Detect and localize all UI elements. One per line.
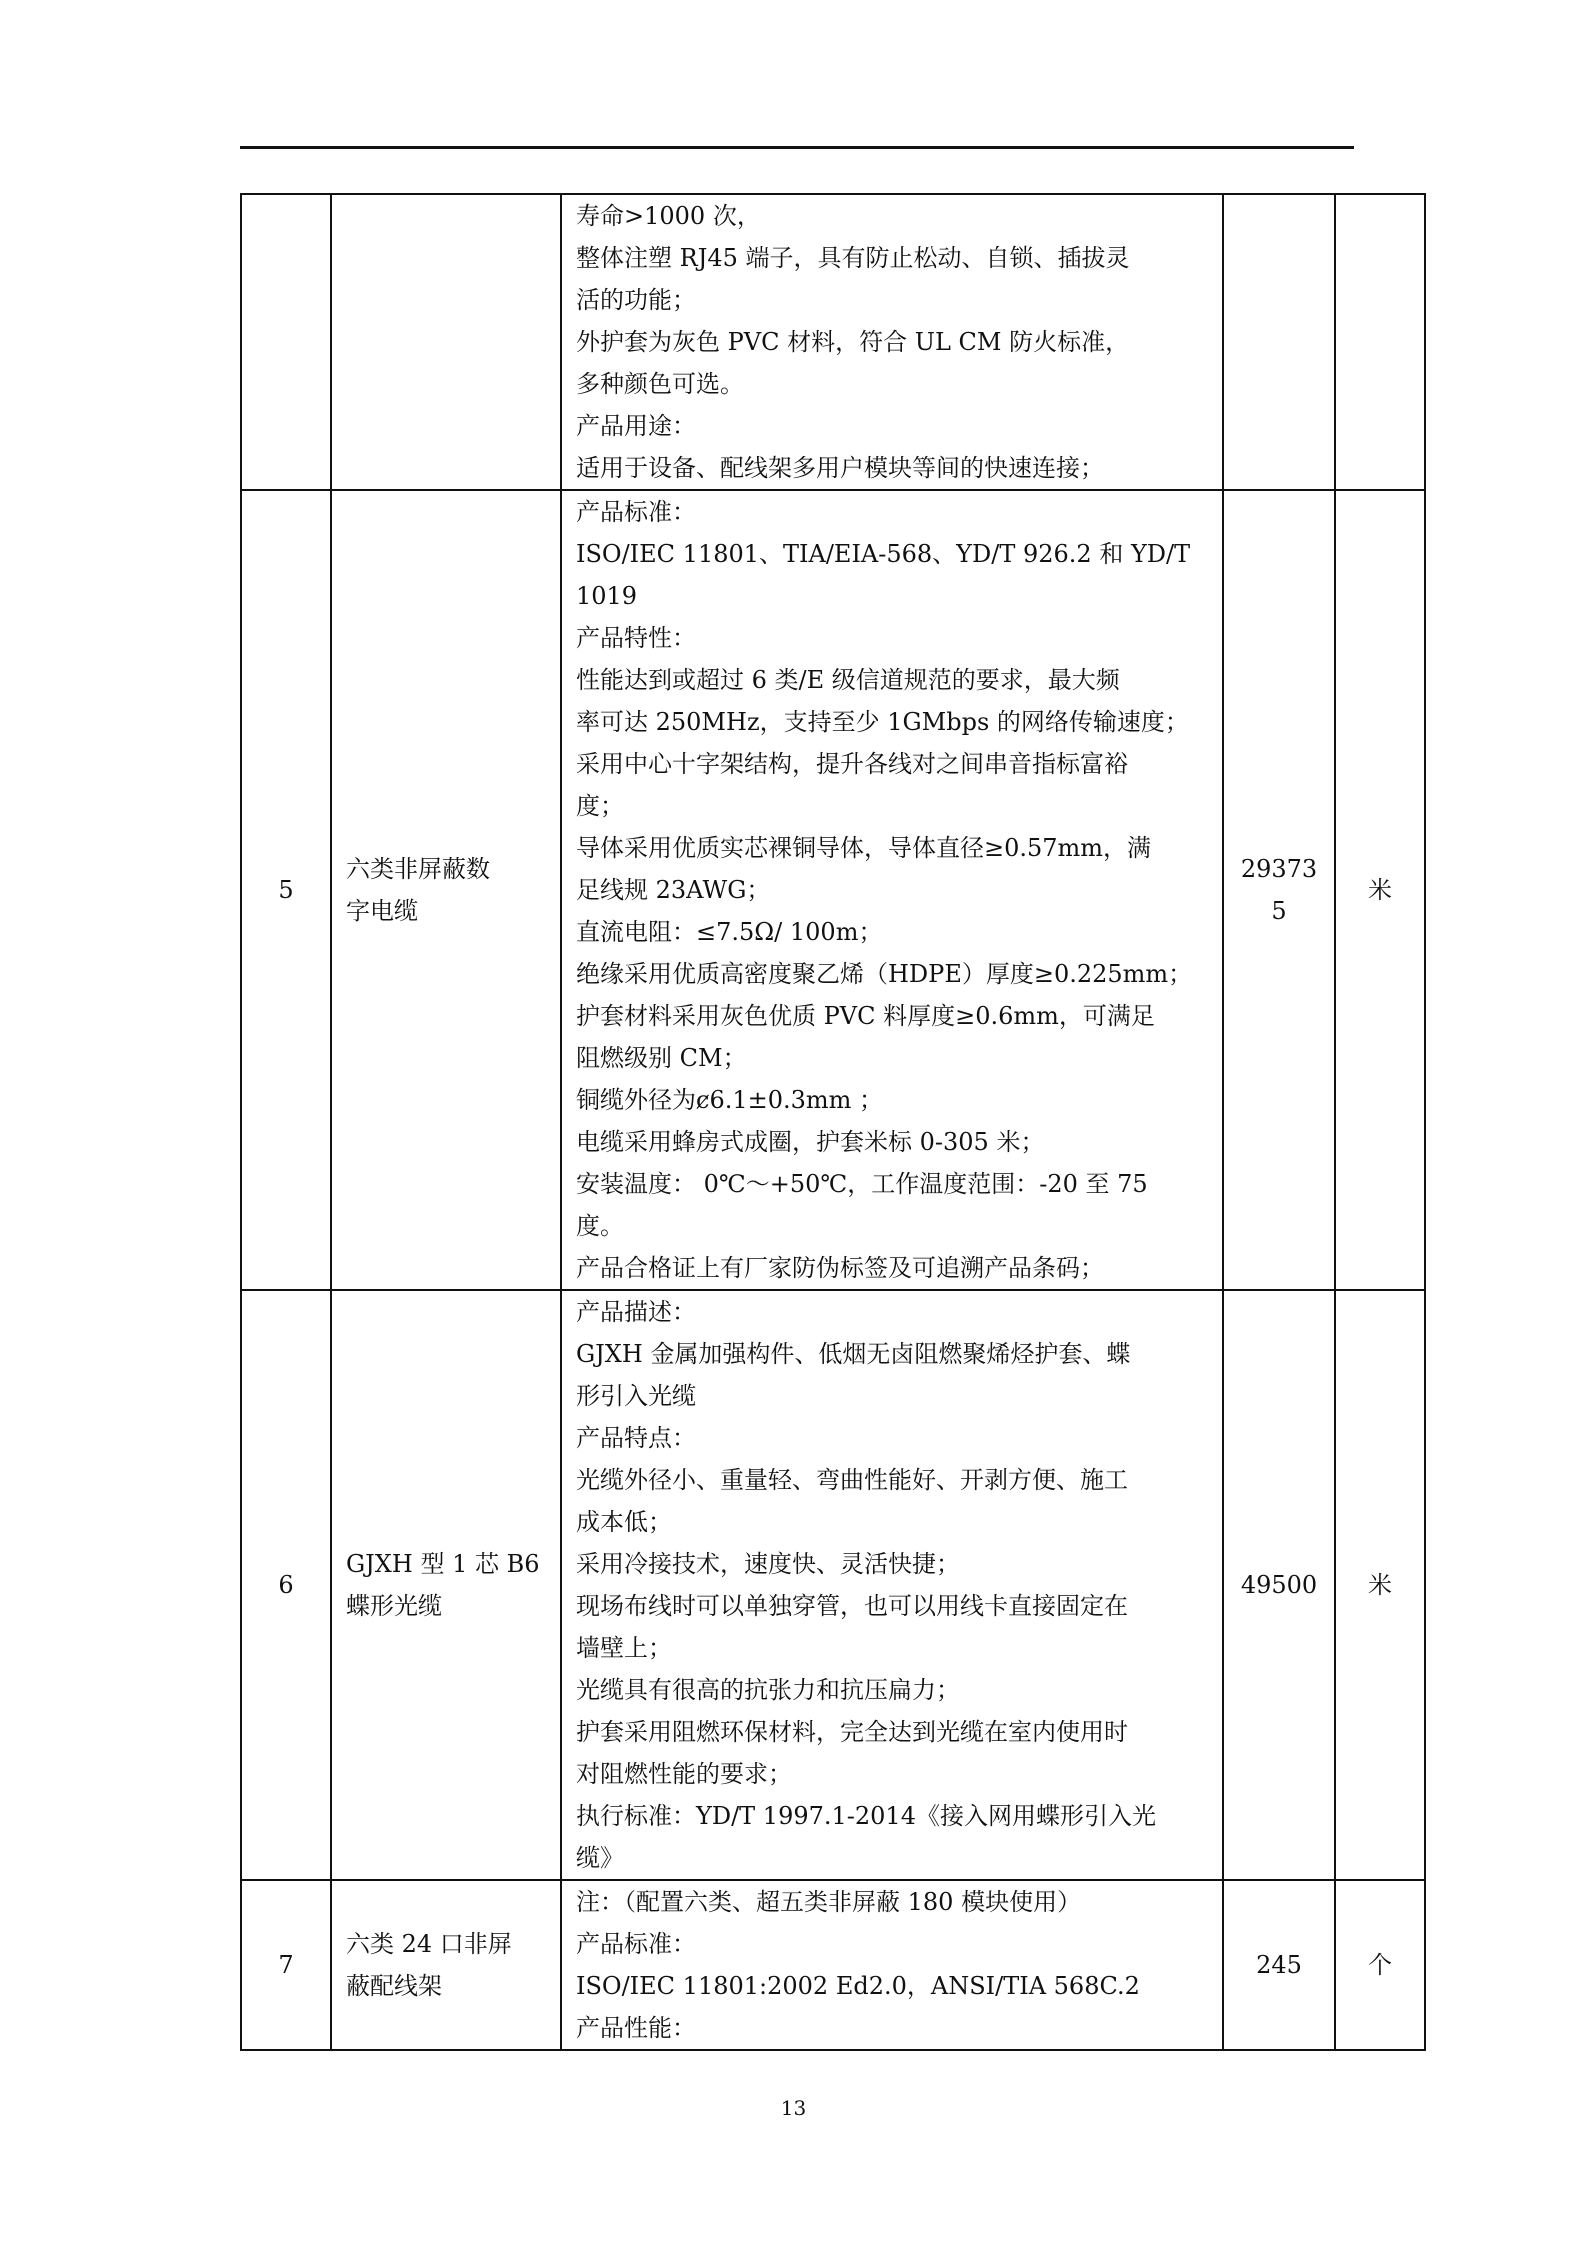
desc-line: 产品特性： <box>576 624 696 652</box>
desc-line: 适用于设备、配线架多用户模块等间的快速连接； <box>576 454 1104 482</box>
table-row <box>241 490 1425 1290</box>
product-description <box>561 1880 1223 2050</box>
product-description <box>561 490 1223 1290</box>
desc-line: 绝缘采用优质高密度聚乙烯（HDPE）厚度≥0.225mm； <box>576 960 1193 988</box>
desc-line: 采用冷接技术，速度快、灵活快捷； <box>576 1550 960 1578</box>
desc-line: 成本低； <box>576 1508 672 1536</box>
unit: 米 <box>1335 490 1425 1290</box>
desc-line: 活的功能； <box>576 286 696 314</box>
desc-line: 铜缆外径为ȼ6.1±0.3mm ； <box>576 1086 884 1114</box>
product-name <box>331 1880 561 2050</box>
unit <box>1335 194 1425 490</box>
desc-line: 产品标准： <box>576 498 696 526</box>
desc-line: 执行标准：YD/T 1997.1-2014《接入网用蝶形引入光 <box>576 1802 1156 1830</box>
spec-table <box>240 193 1426 2051</box>
table-row <box>241 1290 1425 1880</box>
desc-line: 墙壁上； <box>576 1634 672 1662</box>
desc-line: ISO/IEC 11801、TIA/EIA-568、YD/T 926.2 和 YD/T <box>576 540 1191 568</box>
row-number: 6 <box>241 1290 331 1880</box>
desc-line: 对阻燃性能的要求； <box>576 1760 792 1788</box>
desc-line: 性能达到或超过 6 类/E 级信道规范的要求，最大频 <box>576 666 1120 694</box>
desc-line: 导体采用优质实芯裸铜导体，导体直径≥0.57mm，满 <box>576 834 1152 862</box>
desc-line: 产品合格证上有厂家防伪标签及可追溯产品条码； <box>576 1254 1104 1282</box>
desc-line: 护套采用阻燃环保材料，完全达到光缆在室内使用时 <box>576 1718 1128 1746</box>
unit: 米 <box>1335 1290 1425 1880</box>
desc-line: 寿命>1000 次， <box>576 202 761 230</box>
desc-line: 产品描述： <box>576 1298 696 1326</box>
desc-line: GJXH 金属加强构件、低烟无卤阻燃聚烯烃护套、蝶 <box>576 1340 1131 1368</box>
page-number: 13 <box>780 2096 807 2120</box>
table-row <box>241 1880 1425 2050</box>
desc-line: 产品标准： <box>576 1930 696 1958</box>
quantity <box>1223 1290 1335 1880</box>
product-name <box>331 194 561 490</box>
desc-line: 阻燃级别 CM； <box>576 1044 747 1072</box>
product-name <box>331 1290 561 1880</box>
desc-line: 足线规 23AWG； <box>576 876 771 904</box>
desc-line: ISO/IEC 11801:2002 Ed2.0，ANSI/TIA 568C.2 <box>576 1972 1140 2000</box>
desc-line: 安装温度： 0℃～+50℃，工作温度范围：-20 至 75 <box>576 1170 1148 1198</box>
product-name <box>331 490 561 1290</box>
desc-line: 电缆采用蜂房式成圈，护套米标 0-305 米； <box>576 1128 1045 1156</box>
desc-line: 率可达 250MHz，支持至少 1GMbps 的网络传输速度； <box>576 708 1189 736</box>
desc-line: 光缆具有很高的抗张力和抗压扁力； <box>576 1676 960 1704</box>
desc-line: 产品特点： <box>576 1424 696 1452</box>
desc-line: 外护套为灰色 PVC 材料，符合 UL CM 防火标准， <box>576 328 1130 356</box>
quantity <box>1223 1880 1335 2050</box>
desc-line: 度。 <box>576 1212 624 1240</box>
qty-line: 245 <box>1256 1951 1302 1979</box>
desc-line: 直流电阻：≤7.5Ω/ 100m； <box>576 918 883 946</box>
product-description <box>561 1290 1223 1880</box>
name-line: GJXH 型 1 芯 B6 <box>346 1550 540 1578</box>
row-number <box>241 194 331 490</box>
qty-line: 49500 <box>1240 1571 1318 1599</box>
header-rule <box>240 146 1354 149</box>
table-row <box>241 194 1425 490</box>
row-number: 7 <box>241 1880 331 2050</box>
name-line: 六类 24 口非屏 <box>346 1930 512 1958</box>
row-number: 5 <box>241 490 331 1290</box>
product-description <box>561 194 1223 490</box>
desc-line: 采用中心十字架结构，提升各线对之间串音指标富裕 <box>576 750 1128 778</box>
qty-line: 5 <box>1271 897 1287 925</box>
desc-line: 产品用途： <box>576 412 696 440</box>
name-line: 蔽配线架 <box>346 1972 442 2000</box>
desc-line: 产品性能： <box>576 2014 696 2042</box>
quantity <box>1223 490 1335 1290</box>
unit: 个 <box>1335 1880 1425 2050</box>
desc-line: 整体注塑 RJ45 端子，具有防止松动、自锁、插拔灵 <box>576 244 1130 272</box>
name-line: 字电缆 <box>346 897 418 925</box>
name-line: 蝶形光缆 <box>346 1592 442 1620</box>
desc-line: 注：（配置六类、超五类非屏蔽 180 模块使用） <box>576 1888 1082 1916</box>
desc-line: 度； <box>576 792 624 820</box>
desc-line: 现场布线时可以单独穿管，也可以用线卡直接固定在 <box>576 1592 1128 1620</box>
desc-line: 缆》 <box>576 1844 624 1872</box>
name-line: 六类非屏蔽数 <box>346 855 490 883</box>
quantity <box>1223 194 1335 490</box>
desc-line: 护套材料采用灰色优质 PVC 料厚度≥0.6mm，可满足 <box>576 1002 1155 1030</box>
qty-line: 29373 <box>1240 855 1318 883</box>
desc-line: 1019 <box>576 582 638 610</box>
desc-line: 形引入光缆 <box>576 1382 696 1410</box>
desc-line: 多种颜色可选。 <box>576 370 744 398</box>
desc-line: 光缆外径小、重量轻、弯曲性能好、开剥方便、施工 <box>576 1466 1128 1494</box>
